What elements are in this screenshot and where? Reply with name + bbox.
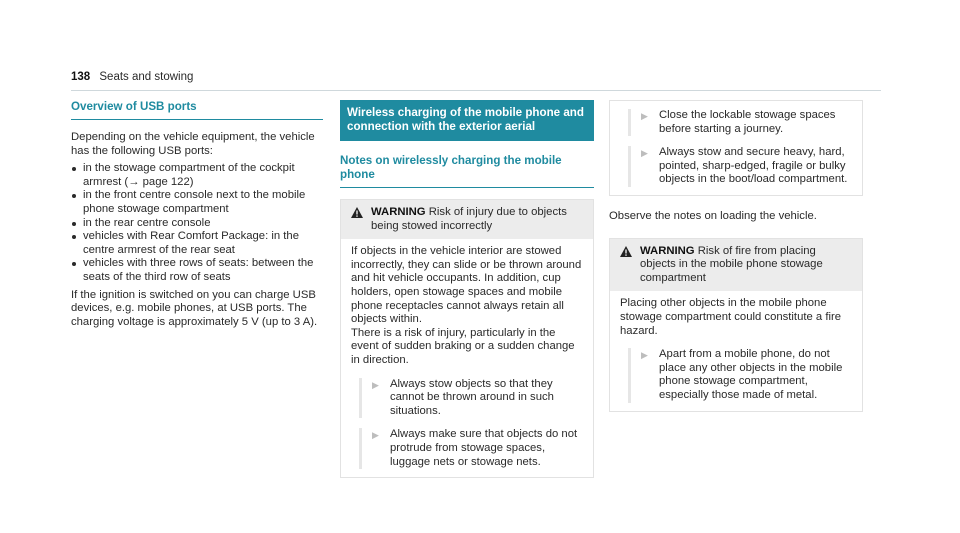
step-text: Apart from a mobile phone, do not place any other objects in the mobile phone stowage compartment, especially those made of metal. (659, 348, 843, 401)
subsection-title: Notes on wirelessly charging the mobile phone (340, 154, 594, 188)
continued-steps-box (609, 100, 863, 196)
chapter-title: Seats and stowing (99, 71, 194, 83)
warning-heading: Risk of fire from placing objects in the mobile phone stowage compartment (640, 244, 823, 284)
warning-body (341, 239, 593, 477)
warning-header (610, 239, 862, 292)
list-item: in the stowage compartment of the cockpit armrest (→ page 122) (71, 162, 323, 189)
step-text: Always stow and secure heavy, hard, pointed, sharp-edged, fragile or bulky objects in the boot/load compartment. (659, 146, 848, 186)
step-text: Always stow objects so that they cannot be thrown around in such situations. (390, 377, 554, 417)
usb-ports-section (71, 100, 323, 329)
charging-voltage-text: If the ignition is switched on you can charge USB devices, e.g. mobile phones, at USB ports. The charging voltage is approximately 5 V (up to 3 A). (71, 288, 318, 328)
step-text: Always make sure that objects do not protrude from stowage spaces, luggage nets or stowage nets. (390, 428, 578, 468)
warning-triangle-icon (351, 207, 363, 223)
step-text: Close the lockable stowage spaces before starting a journey. (659, 109, 836, 135)
warning-label: WARNING (371, 206, 426, 218)
instruction-step (359, 378, 583, 419)
warning-paragraph: There is a risk of injury, particularly in the event of sudden braking or a sudden change in direction. (351, 326, 575, 366)
warning-header (341, 200, 593, 239)
wireless-charging-section (340, 100, 594, 478)
instruction-step (628, 348, 852, 402)
page-header (71, 70, 881, 91)
arrow-right-icon: ▶ (641, 111, 648, 121)
warning-body (610, 291, 862, 410)
arrow-right-icon: ▶ (641, 350, 648, 361)
warning-label: WARNING (640, 244, 695, 257)
warning-paragraph: If objects in the vehicle interior are stowed incorrectly, they can slide or be thrown around and hit vehicle occupants. In addition, cup holders, open stowage spaces and mobile phone receptacles cannot always retain all objects within. (351, 245, 582, 326)
stowing-notes-section (609, 100, 863, 412)
list-item: vehicles with Rear Comfort Package: in the centre armrest of the rear seat (71, 230, 323, 257)
warning-triangle-icon (620, 246, 632, 262)
instruction-step (628, 146, 852, 187)
page-number: 138 (71, 71, 91, 83)
section-title: Overview of USB ports (71, 100, 323, 120)
warning-paragraph: Placing other objects in the mobile phone stowage compartment could constitute a fire hazard. (620, 297, 842, 337)
arrow-right-icon: ▶ (641, 148, 648, 159)
instruction-step (628, 109, 852, 136)
section-banner: Wireless charging of the mobile phone and connection with the exterior aerial (340, 100, 594, 141)
warning-box (340, 199, 594, 478)
instruction-step (359, 428, 583, 469)
arrow-right-icon: ▶ (372, 430, 379, 441)
list-item: vehicles with three rows of seats: between the seats of the third row of seats (71, 257, 323, 284)
usb-port-list (71, 162, 323, 284)
arrow-right-icon: ▶ (372, 379, 379, 390)
list-item: in the front centre console next to the mobile phone stowage compartment (71, 189, 323, 216)
warning-box (609, 238, 863, 412)
warning-heading: Risk of injury due to objects being stowed incorrectly (371, 206, 567, 232)
observe-text: Observe the notes on loading the vehicle. (609, 209, 817, 222)
intro-text: Depending on the vehicle equipment, the vehicle has the following USB ports: (71, 131, 315, 157)
list-item: in the rear centre console (71, 217, 323, 231)
